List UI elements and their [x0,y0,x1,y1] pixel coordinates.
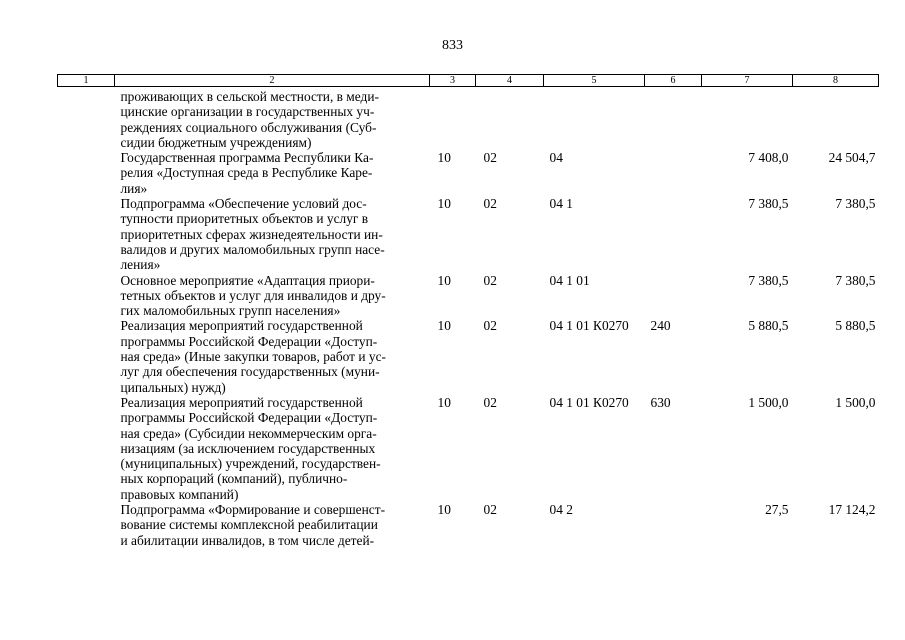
row-name-cell [115,273,430,319]
column-header-3: 3 [430,75,476,87]
row-name-line: программы Российской Федерации «Доступ- [120,333,378,349]
expense-type-cell [645,196,702,272]
column-number-row [58,75,879,87]
column-header-1: 1 [58,75,115,87]
table-row [58,318,879,394]
row-name-cell [115,150,430,196]
row-name-cell [115,87,430,151]
row-name-cell [115,395,430,502]
amount-1-cell: 27,5 [765,502,789,518]
section-cell: 10 [437,502,451,518]
row-name-line: проживающих в сельской местности, в меди- [120,89,379,104]
row-number-cell [58,273,115,319]
row-name-line: и абилитации инвалидов, в том числе детей- [120,532,375,548]
amount-2-cell: 7 380,5 [835,272,876,288]
section-cell: 10 [437,318,451,334]
amount-1-cell: 5 880,5 [748,318,789,334]
subsection-cell: 02 [483,502,497,518]
expense-type-cell [645,502,702,548]
column-header-4: 4 [476,75,544,87]
row-name-line: релия «Доступная среда в Республике Каре- [120,165,373,181]
row-name-line: цинские организации в государственных уч- [120,104,375,120]
row-name-line: программы Российской Федерации «Доступ- [120,410,378,426]
target-article-cell: 04 1 [549,196,573,212]
row-number-cell [58,395,115,502]
target-article-cell: 04 [549,150,563,166]
row-name-line: (муниципальных) учреждений, государствен- [120,456,381,472]
row-name-line: гих маломобильных групп населения» [120,303,341,319]
row-number-cell [58,87,115,151]
expense-type-cell [645,273,702,319]
table-row [58,196,879,272]
amount-2-cell: 7 380,5 [835,196,876,212]
section-cell: 10 [437,272,451,288]
subsection-cell [476,87,544,151]
amount-1-cell [702,87,793,151]
budget-table [57,74,879,548]
expense-type-cell: 630 [650,394,671,410]
row-name-line: ная среда» (Субсидии некоммерческим орга- [120,425,377,441]
row-name-line: Подпрограмма «Формирование и совершенст- [120,502,386,518]
amount-2-cell: 24 504,7 [828,150,876,166]
target-article-cell: 04 1 01 К0270 [549,394,629,410]
page-number: 833 [442,38,463,53]
section-cell [430,87,476,151]
target-article-cell: 04 1 01 [549,272,590,288]
amount-2-cell: 1 500,0 [835,394,876,410]
row-name-line: тетных объектов и услуг для инвалидов и дру- [120,287,386,303]
section-cell: 10 [437,196,451,212]
row-name-cell [115,502,430,548]
subsection-cell: 02 [483,272,497,288]
row-name-line: Подпрограмма «Обеспечение условий дос- [120,196,367,212]
row-number-cell [58,150,115,196]
row-name-line: Государственная программа Республики Ка- [120,150,374,166]
row-name-line: ципальных) нужд) [120,379,226,395]
expense-type-cell [645,87,702,151]
section-cell: 10 [437,150,451,166]
expense-type-cell [645,150,702,196]
row-name-line: Реализация мероприятий государственной [120,318,363,334]
table-header [58,75,879,87]
table-row [58,87,879,151]
subsection-cell: 02 [483,196,497,212]
row-name-line: сидии бюджетным учреждениям) [120,134,312,150]
table-body [58,87,879,548]
amount-2-cell [793,87,879,151]
row-name-line: ная среда» (Иные закупки товаров, работ и ус- [120,349,386,365]
subsection-cell: 02 [483,318,497,334]
table-row [58,150,879,196]
subsection-cell: 02 [483,150,497,166]
column-header-6: 6 [645,75,702,87]
expense-type-cell: 240 [650,318,671,334]
amount-2-cell: 5 880,5 [835,318,876,334]
subsection-cell: 02 [483,394,497,410]
row-name-line: ных корпораций (компаний), публично- [120,471,348,487]
row-name-line: правовых компаний) [120,486,239,502]
row-name-line: валидов и других маломобильных групп насе- [120,241,385,257]
row-name-line: Основное мероприятие «Адаптация приори- [120,272,375,288]
table-row [58,502,879,548]
target-article-cell: 04 2 [549,502,573,518]
row-name-line: лия» [120,180,148,196]
amount-1-cell: 7 380,5 [748,196,789,212]
target-article-cell [544,87,645,151]
table-row [58,395,879,502]
row-name-line: низациям (за исключением государственных [120,440,376,456]
row-name-line: вование системы комплексной реабилитации [120,517,378,533]
row-name-line: реждениях социального обслуживания (Суб- [120,119,377,135]
amount-1-cell: 7 408,0 [748,150,789,166]
column-header-2: 2 [115,75,430,87]
row-name-line: Реализация мероприятий государственной [120,394,363,410]
amount-2-cell: 17 124,2 [828,502,876,518]
column-header-7: 7 [702,75,793,87]
row-number-cell [58,502,115,548]
row-name-line: тупности приоритетных объектов и услуг в [120,211,369,227]
table-row [58,273,879,319]
amount-1-cell: 1 500,0 [748,394,789,410]
row-number-cell [58,318,115,394]
row-number-cell [58,196,115,272]
row-name-line: приоритетных сферах жизнедеятельности ин- [120,226,383,242]
row-name-cell [115,196,430,272]
section-cell: 10 [437,394,451,410]
column-header-5: 5 [544,75,645,87]
row-name-cell [115,318,430,394]
amount-1-cell: 7 380,5 [748,272,789,288]
column-header-8: 8 [793,75,879,87]
target-article-cell: 04 1 01 К0270 [549,318,629,334]
row-name-line: луг для обеспечения государственных (муни- [120,364,380,380]
row-name-line: ления» [120,257,161,273]
